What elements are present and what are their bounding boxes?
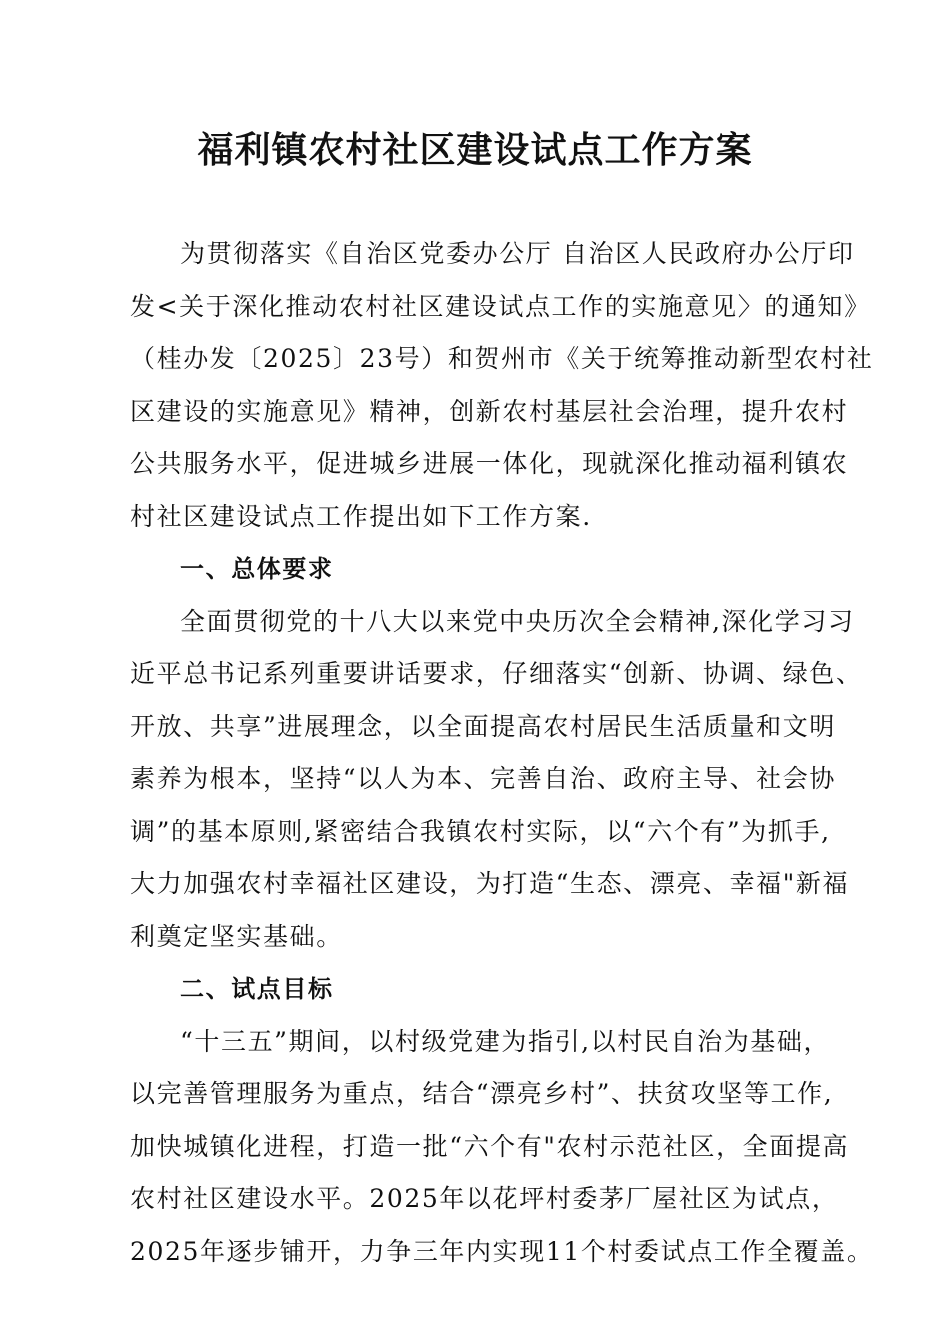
section1-line-3: 开放、共享”进展理念，以全面提高农村居民生活质量和文明 [130, 711, 836, 741]
section1-line-5: 调”的基本原则,紧密结合我镇农村实际，以“六个有”为抓手, [130, 816, 831, 846]
section1-line-6: 大力加强农村幸福社区建设，为打造“生态、漂亮、幸福"新福 [130, 869, 850, 898]
section2-line-1: “十三五”期间，以村级党建为指引,以村民自治为基础， [180, 1026, 831, 1056]
document-title: 福利镇农村社区建设试点工作方案 [197, 130, 753, 171]
section1-line-1: 全面贯彻党的十八大以来党中央历次全会精神,深化学习习 [180, 606, 855, 636]
section2-line-3: 加快城镇化进程，打造一批“六个有"农村示范社区，全面提高 [130, 1131, 850, 1161]
section2-line-4: 农村社区建设水平。2025年以花坪村委茅厂屋社区为试点， [130, 1184, 839, 1213]
intro-line-6: 村社区建设试点工作提出如下工作方案. [130, 501, 592, 531]
section1-line-4: 素养为根本，坚持“以人为本、完善自治、政府主导、社会协 [130, 764, 836, 793]
intro-line-3: （桂办发〔2025〕23号）和贺州市《关于统筹推动新型农村社 [130, 344, 874, 373]
section2-line-5: 2025年逐步铺开，力争三年内实现11个村委试点工作全覆盖。 [130, 1236, 874, 1266]
section1-line-7: 利奠定坚实基础。 [130, 921, 343, 951]
section1-line-2: 近平总书记系列重要讲话要求，仔细落实“创新、协调、绿色、 [130, 659, 863, 688]
intro-line-1: 为贯彻落实《自治区党委办公厅 自治区人民政府办公厅印 [180, 239, 855, 268]
intro-line-4: 区建设的实施意见》精神，创新农村基层社会治理，提升农村 [130, 396, 849, 426]
intro-line-5: 公共服务水平，促进城乡进展一体化，现就深化推动福利镇农 [130, 449, 849, 478]
document-body [130, 228, 874, 1278]
section-heading-overall-requirements: 一、总体要求 [180, 555, 334, 583]
section-heading-pilot-goals: 二、试点目标 [180, 975, 334, 1003]
section2-line-2: 以完善管理服务为重点，结合“漂亮乡村”、扶贫攻坚等工作, [130, 1079, 834, 1108]
intro-line-2: 发<关于深化推动农村社区建设试点工作的实施意见〉的通知》 [130, 291, 871, 321]
